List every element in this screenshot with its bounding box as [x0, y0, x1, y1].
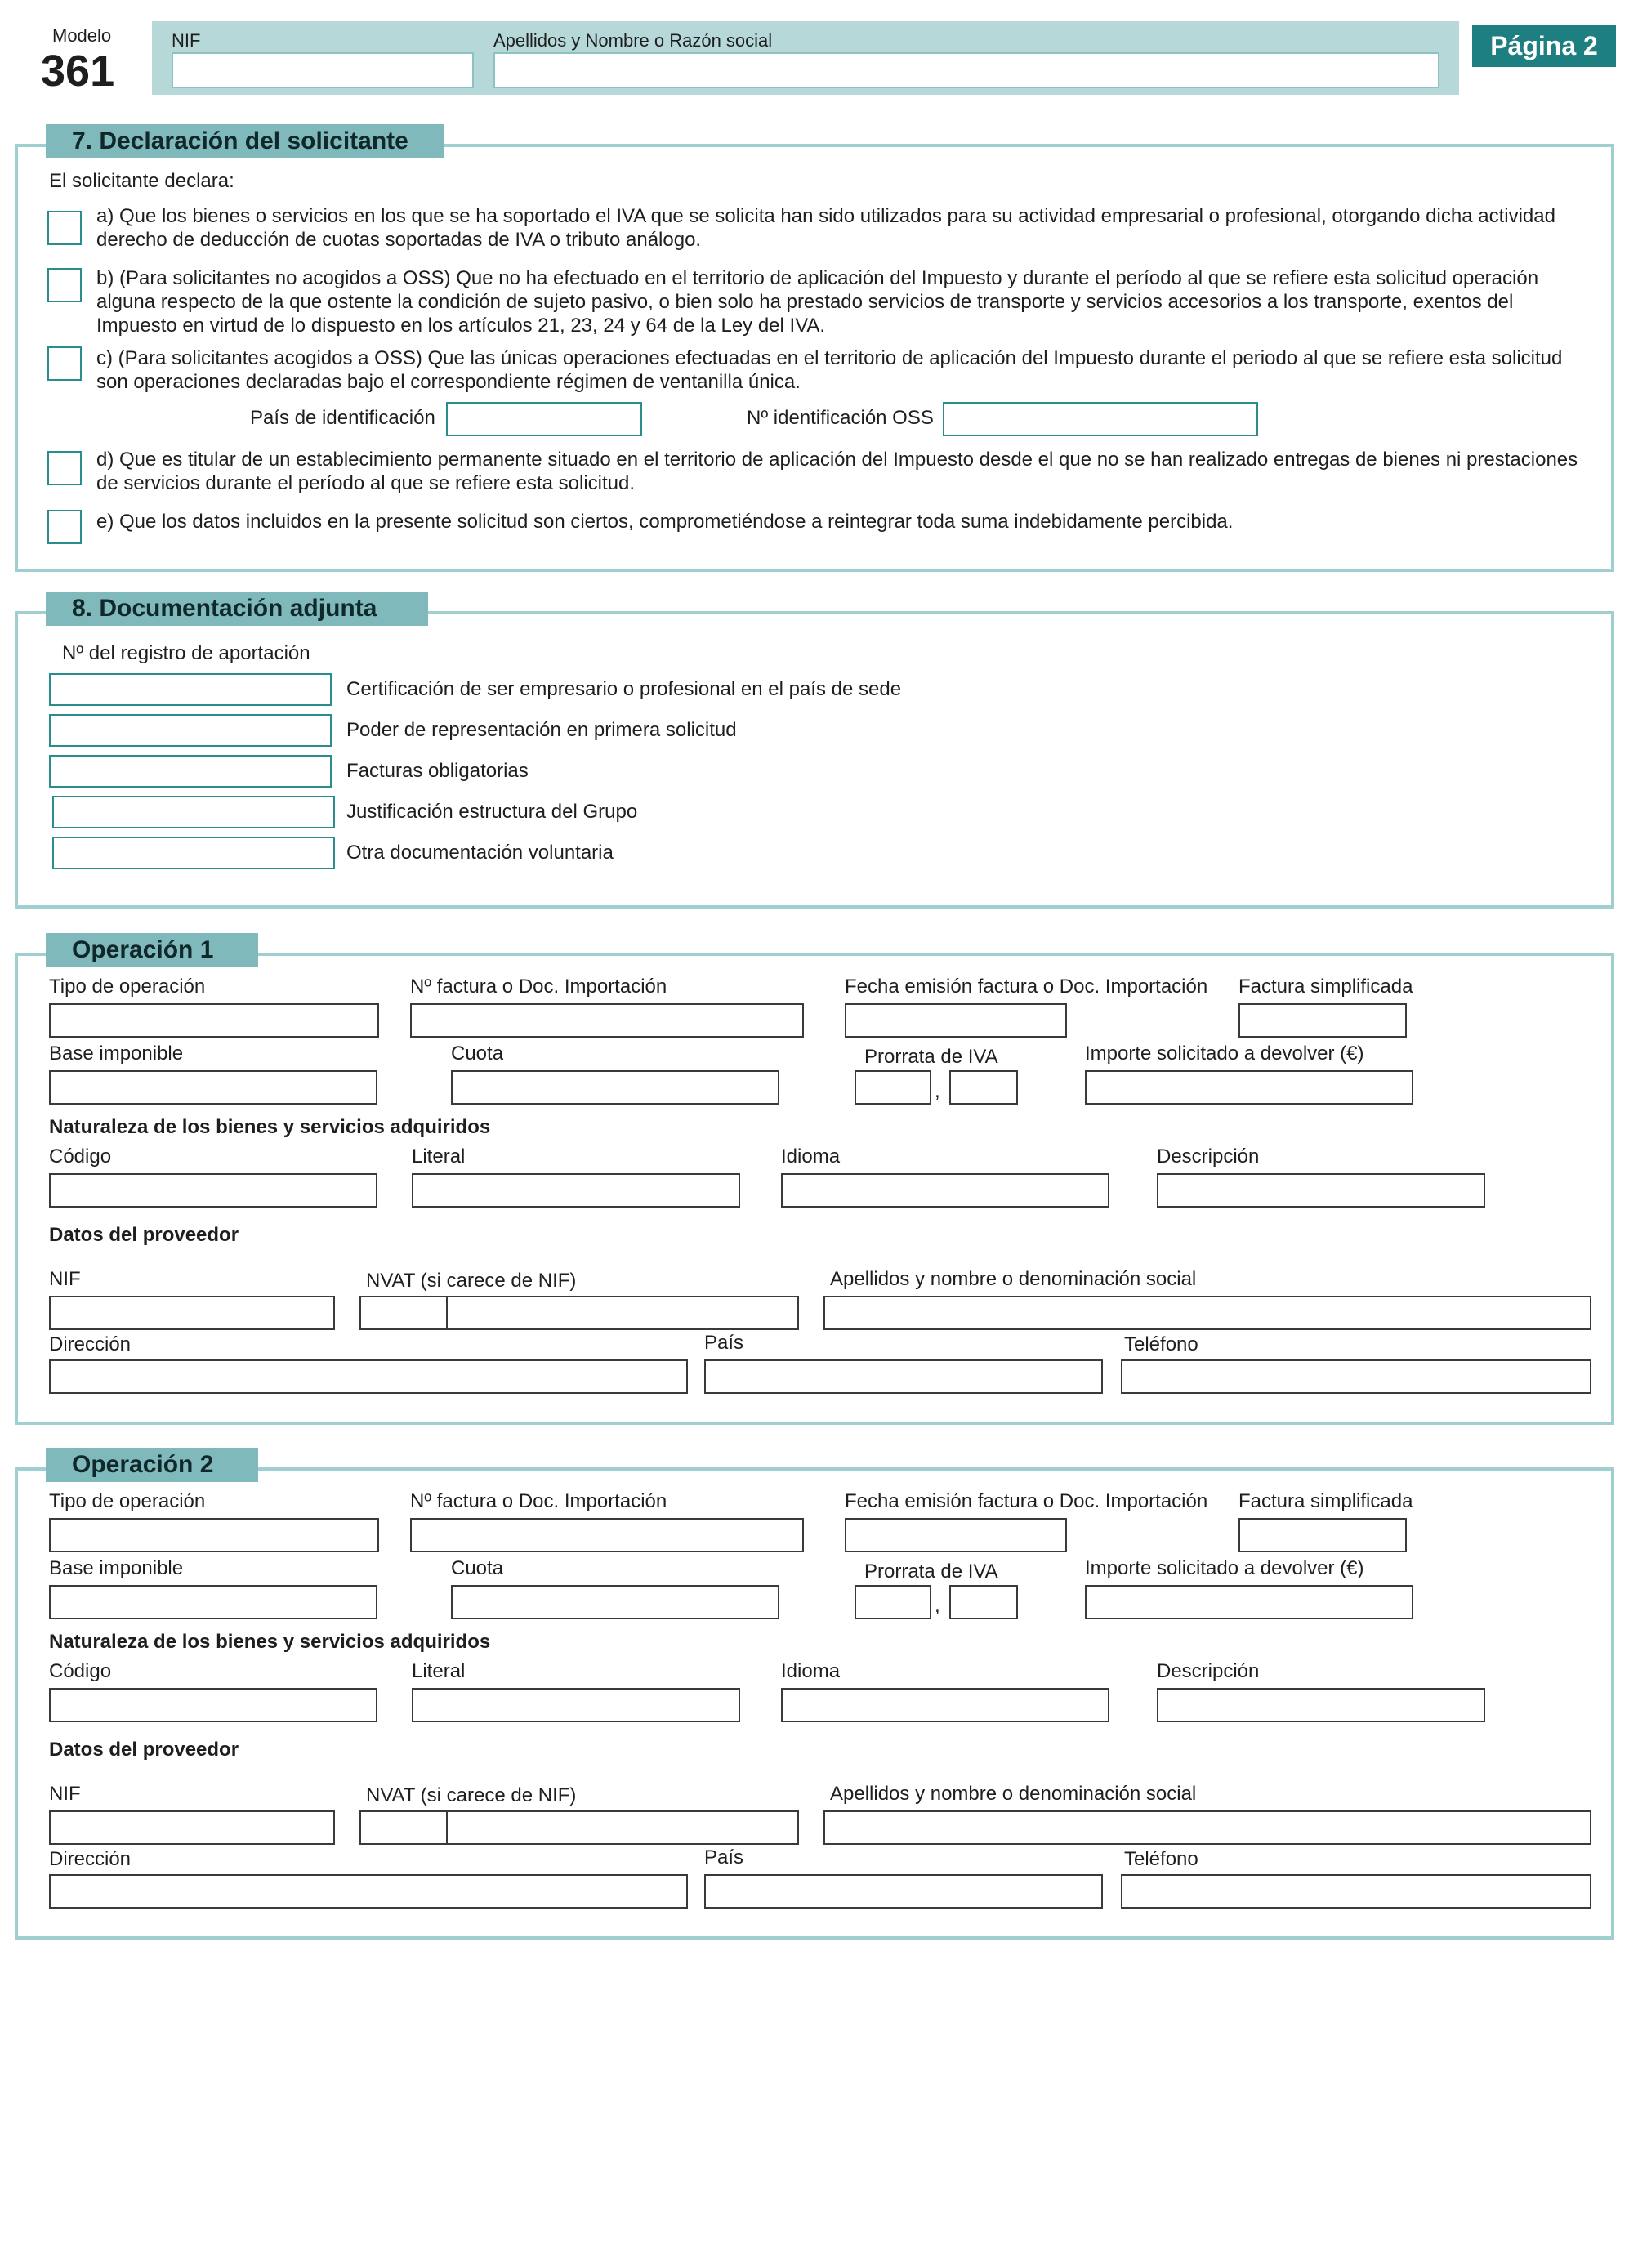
op2-direccion-label: Dirección [49, 1848, 132, 1870]
op1-nvat-label: NVAT (si carece de NIF) [366, 1270, 577, 1292]
doc-item-label-4: Justificación estructura del Grupo [346, 801, 638, 823]
doc-item-label-3: Facturas obligatorias [346, 760, 529, 782]
op2-base-field[interactable] [49, 1585, 377, 1619]
country-id-label: País de identificación [250, 407, 435, 429]
op1-idioma-field[interactable] [781, 1173, 1109, 1208]
op1-literal-label: Literal [412, 1145, 466, 1167]
op1-direccion-label: Dirección [49, 1333, 132, 1355]
declaration-text-e: e) Que los datos incluidos en la presente solicitud son ciertos, comprometiéndose a reintegrar toda suma indebidamente percibida. [96, 511, 1234, 533]
doc-registry-field-2[interactable] [49, 714, 332, 747]
header-nif-field[interactable] [172, 52, 474, 88]
op2-simplificada-field[interactable] [1238, 1518, 1407, 1552]
op2-prorrata-int-field[interactable] [855, 1585, 931, 1619]
op2-apellidos-field[interactable] [823, 1810, 1591, 1845]
page-label: Página 2 [1490, 31, 1598, 60]
operation-1-title: Operación 1 [46, 933, 258, 967]
op2-direccion-field[interactable] [49, 1874, 688, 1909]
declaration-checkbox-c[interactable] [47, 346, 82, 381]
op2-cuota-field[interactable] [451, 1585, 779, 1619]
op1-importe-field[interactable] [1085, 1070, 1413, 1105]
op2-importe-label: Importe solicitado a devolver (€) [1085, 1557, 1364, 1579]
op1-factura-field[interactable] [410, 1003, 804, 1038]
registry-label: Nº del registro de aportación [62, 642, 310, 664]
op2-tipo-field[interactable] [49, 1518, 379, 1552]
op2-fecha-field[interactable] [845, 1518, 1067, 1552]
op1-telefono-field[interactable] [1121, 1359, 1591, 1394]
op1-prorrata-comma: , [935, 1080, 940, 1102]
op2-pais-field[interactable] [704, 1874, 1103, 1909]
op2-prorrata-comma: , [935, 1595, 940, 1617]
op1-nvat-prefix-field[interactable] [359, 1296, 448, 1330]
op2-proveedor-heading: Datos del proveedor [49, 1739, 239, 1761]
op2-codigo-field[interactable] [49, 1688, 377, 1722]
op2-descripcion-field[interactable] [1157, 1688, 1485, 1722]
op2-importe-field[interactable] [1085, 1585, 1413, 1619]
op1-descripcion-label: Descripción [1157, 1145, 1260, 1167]
op1-direccion-field[interactable] [49, 1359, 688, 1394]
modelo-number: 361 [41, 47, 115, 96]
op1-nif-label: NIF [49, 1268, 81, 1290]
op2-prorrata-label: Prorrata de IVA [864, 1560, 998, 1583]
op2-simplificada-label: Factura simplificada [1238, 1490, 1413, 1512]
op1-base-label: Base imponible [49, 1042, 184, 1065]
op2-tipo-label: Tipo de operación [49, 1490, 206, 1512]
op2-fecha-label: Fecha emisión factura o Doc. Importación [845, 1490, 1208, 1512]
op2-nif-label: NIF [49, 1783, 81, 1805]
op1-literal-field[interactable] [412, 1173, 740, 1208]
declaration-text-b: b) (Para solicitantes no acogidos a OSS) Que no ha efectuado en el territorio de aplicación del Impuesto y durante el período al que se refiere esta solicitud operación alguna respecto de la que ostente la condición de sujeto pasivo, o bien solo ha prestado servicios de transporte y servicios accesorios a los transporte, exentos del Impuesto en virtud de lo dispuesto en los artículos 21, 23, 24 y 64 de la Ley del IVA. [96, 267, 1539, 337]
op1-simplificada-field[interactable] [1238, 1003, 1407, 1038]
op2-nvat-label: NVAT (si carece de NIF) [366, 1784, 577, 1806]
op2-literal-label: Literal [412, 1660, 466, 1682]
op2-prorrata-dec-field[interactable] [949, 1585, 1018, 1619]
oss-id-field[interactable] [943, 402, 1258, 436]
operation-2-title: Operación 2 [46, 1448, 258, 1482]
op2-idioma-field[interactable] [781, 1688, 1109, 1722]
oss-id-label: Nº identificación OSS [747, 407, 934, 429]
op2-nvat-prefix-field[interactable] [359, 1810, 448, 1845]
op2-descripcion-label: Descripción [1157, 1660, 1260, 1682]
op1-fecha-label: Fecha emisión factura o Doc. Importación [845, 976, 1208, 998]
op1-cuota-label: Cuota [451, 1042, 504, 1065]
op1-telefono-label: Teléfono [1124, 1333, 1198, 1355]
declaration-checkbox-b[interactable] [47, 268, 82, 302]
doc-registry-field-3[interactable] [49, 755, 332, 788]
op2-base-label: Base imponible [49, 1557, 184, 1579]
modelo-label: Modelo [52, 25, 112, 46]
op2-idioma-label: Idioma [781, 1660, 841, 1682]
header-name-field[interactable] [493, 52, 1439, 88]
op1-apellidos-field[interactable] [823, 1296, 1591, 1330]
declaration-checkbox-d[interactable] [47, 451, 82, 485]
op1-base-field[interactable] [49, 1070, 377, 1105]
declaration-title: 7. Declaración del solicitante [46, 124, 444, 158]
declaration-text-d: d) Que es titular de un establecimiento permanente situado en el territorio de aplicación del Impuesto desde el que no se han realizado entregas de bienes ni prestaciones de servicios durante el período al que se refiere esta solicitud. [96, 449, 1578, 494]
op1-importe-label: Importe solicitado a devolver (€) [1085, 1042, 1364, 1065]
declaration-intro: El solicitante declara: [49, 170, 234, 192]
op2-pais-label: País [704, 1846, 744, 1868]
op1-idioma-label: Idioma [781, 1145, 841, 1167]
op2-literal-field[interactable] [412, 1688, 740, 1722]
op2-naturaleza-heading: Naturaleza de los bienes y servicios adquiridos [49, 1631, 491, 1653]
op2-nvat-number-field[interactable] [446, 1810, 799, 1845]
doc-registry-field-1[interactable] [49, 673, 332, 706]
country-id-field[interactable] [446, 402, 642, 436]
doc-item-label-5: Otra documentación voluntaria [346, 842, 614, 864]
doc-item-label-1: Certificación de ser empresario o profesional en el país de sede [346, 678, 902, 700]
op1-apellidos-label: Apellidos y nombre o denominación social [830, 1268, 1197, 1290]
name-label: Apellidos y Nombre o Razón social [493, 30, 773, 51]
op2-factura-label: Nº factura o Doc. Importación [410, 1490, 667, 1512]
doc-item-label-2: Poder de representación en primera solicitud [346, 719, 737, 741]
op1-pais-field[interactable] [704, 1359, 1103, 1394]
op1-prorrata-int-field[interactable] [855, 1070, 931, 1105]
declaration-checkbox-a[interactable] [47, 211, 82, 245]
op1-codigo-label: Código [49, 1145, 112, 1167]
op2-telefono-label: Teléfono [1124, 1848, 1198, 1870]
op1-codigo-field[interactable] [49, 1173, 377, 1208]
declaration-text-a: a) Que los bienes o servicios en los que se ha soportado el IVA que se solicita han sido utilizados para su actividad empresarial o profesional, otorgando dicha actividad derecho de deducción de cuotas soportadas de IVA o tributo análogo. [96, 205, 1555, 251]
op1-nif-field[interactable] [49, 1296, 335, 1330]
op1-prorrata-dec-field[interactable] [949, 1070, 1018, 1105]
op1-factura-label: Nº factura o Doc. Importación [410, 976, 667, 998]
op2-cuota-label: Cuota [451, 1557, 504, 1579]
doc-registry-field-5[interactable] [52, 837, 335, 869]
op1-tipo-label: Tipo de operación [49, 976, 206, 998]
op1-cuota-field[interactable] [451, 1070, 779, 1105]
op2-telefono-field[interactable] [1121, 1874, 1591, 1909]
doc-registry-field-4[interactable] [52, 796, 335, 828]
declaration-checkbox-e[interactable] [47, 510, 82, 544]
op1-simplificada-label: Factura simplificada [1238, 976, 1413, 998]
op2-codigo-label: Código [49, 1660, 112, 1682]
op1-descripcion-field[interactable] [1157, 1173, 1485, 1208]
nif-label: NIF [172, 30, 201, 51]
op1-pais-label: País [704, 1332, 744, 1354]
op1-prorrata-label: Prorrata de IVA [864, 1046, 998, 1068]
op2-apellidos-label: Apellidos y nombre o denominación social [830, 1783, 1197, 1805]
op2-factura-field[interactable] [410, 1518, 804, 1552]
op1-proveedor-heading: Datos del proveedor [49, 1224, 239, 1246]
op1-tipo-field[interactable] [49, 1003, 379, 1038]
documentation-title: 8. Documentación adjunta [46, 592, 428, 626]
op1-naturaleza-heading: Naturaleza de los bienes y servicios adquiridos [49, 1116, 491, 1138]
declaration-text-c: c) (Para solicitantes acogidos a OSS) Que las únicas operaciones efectuadas en el territorio de aplicación del Impuesto durante el periodo al que se refiere esta solicitud son operaciones declaradas bajo el correspondiente régimen de ventanilla única. [96, 347, 1563, 393]
op2-nif-field[interactable] [49, 1810, 335, 1845]
op1-nvat-number-field[interactable] [446, 1296, 799, 1330]
op1-fecha-field[interactable] [845, 1003, 1067, 1038]
